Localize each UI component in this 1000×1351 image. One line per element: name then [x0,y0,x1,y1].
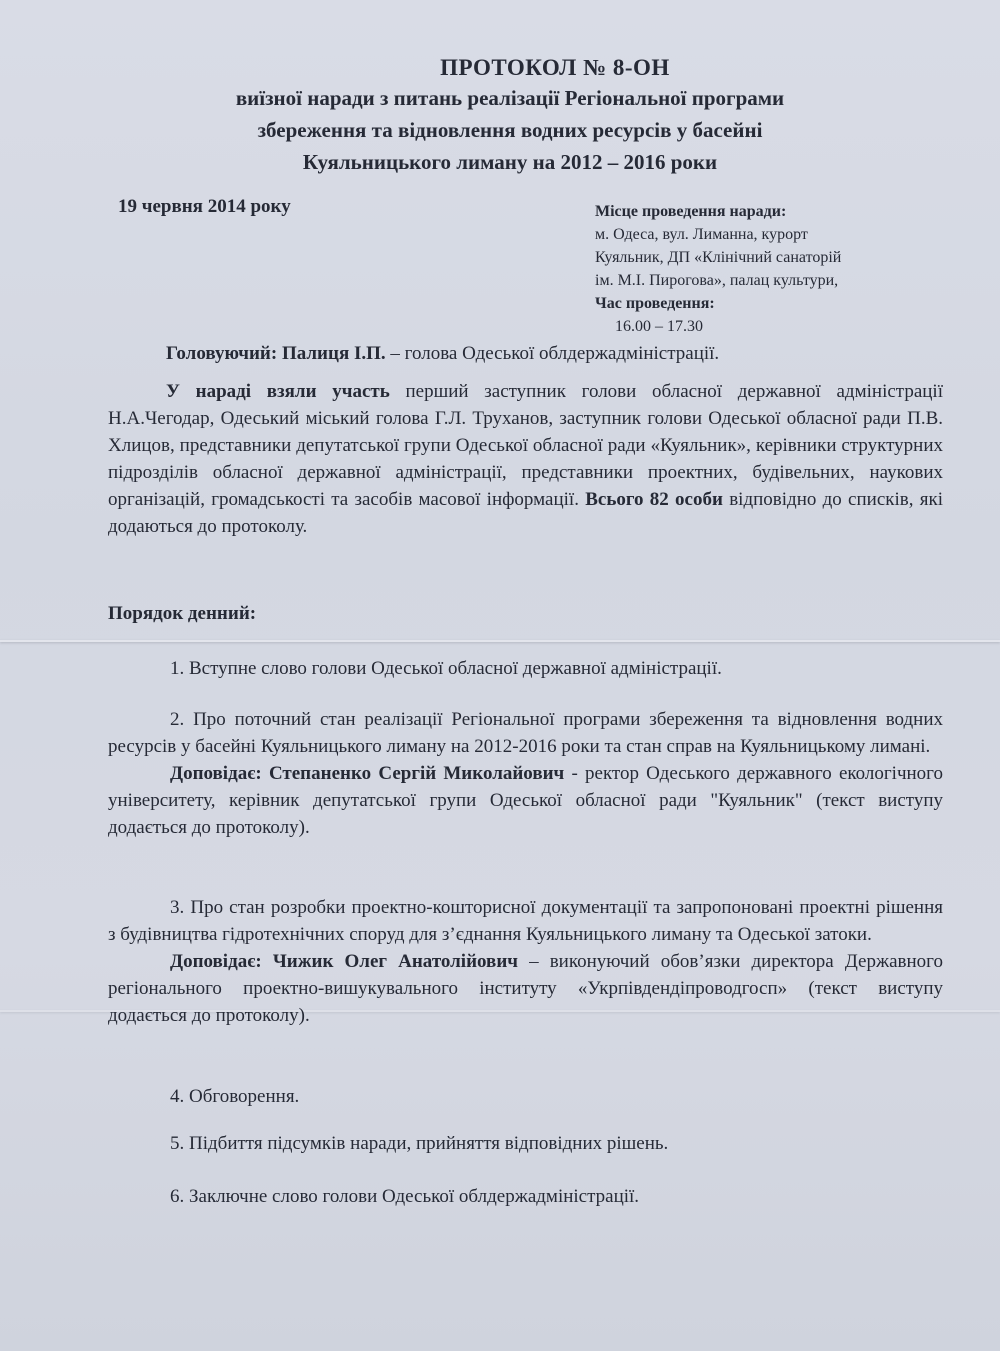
chair-text: – голова Одеської облдержадміністрації. [385,343,720,364]
speaker-text: - ректор Одеського державного екологічного університету, керівник депутатської групи Одеської обласної ради "Куяльник" (текст виступу додається до протоколу). [108,763,943,838]
agenda-item-1: 1. Вступне слово голови Одеської обласної державної адміністрації. [170,658,722,679]
place-label: Місце проведення наради: [595,203,787,220]
agenda-item-3-speaker [108,948,943,1029]
agenda-item-3-text: 3. Про стан розробки проектно-кошторисної документації та запропоновані проектні рішення з будівництва гідротехнічних споруд для з’єднання Куяльницького лиману та Одеської затоки. [108,897,943,945]
agenda-item-3 [108,894,943,1029]
participants-total-label: Всього 82 особи [585,489,723,510]
chair-label: Головуючий: Палиця І.П. [166,343,386,364]
agenda-item-4: 4. Обговорення. [170,1086,300,1107]
agenda-item-6: 6. Заключне слово голови Одеської облдержадміністрації. [170,1186,640,1207]
participants-paragraph [108,378,943,540]
protocol-subtitle-line: збереження та відновлення водних ресурсів у басейні [257,118,763,142]
agenda-item-2-text: 2. Про поточний стан реалізації Регіональної програми збереження та відновлення водних ресурсів у басейні Куяльницького лиману на 2012-2016 роки та стан справ на Куяльницькому лимані. [108,709,943,757]
protocol-subtitle-line: Куяльницького лиману на 2012 – 2016 роки [302,150,718,174]
place-line: ім. М.І. Пирогова», палац культури, [595,272,839,289]
time-value: 16.00 – 17.30 [615,318,703,335]
agenda-title: Порядок денний: [108,603,257,624]
speaker-label: Доповідає: Чижик Олег Анатолійович [170,951,518,972]
meeting-place-block [595,200,940,338]
participants-text: перший заступник голови обласної державної адміністрації Н.А.Чегодар, Одеський міський голова Г.Л. Труханов, заступник голови Одеської обласної ради П.В. Хлицов, представники депутатської групи Одеської обласної ради «Куяльник», керівники структурних підрозділів обласної державної адміністрації, представники проектних, будівельних, наукових організацій, громадськості та засобів масової інформації. [108,381,943,510]
document-header [100,55,920,177]
chair-paragraph [108,340,943,367]
agenda-item-2-speaker [108,760,943,841]
paper-fold [0,640,1000,642]
protocol-subtitle-line: виїзної наради з питань реалізації Регіональної програми [235,86,785,110]
meeting-date: 19 червня 2014 року [118,196,291,217]
place-line: м. Одеса, вул. Лиманна, курорт [595,226,808,243]
participants-label: У нараді взяли участь [166,381,390,402]
place-line: Куяльник, ДП «Клінічний санаторій [595,249,842,266]
speaker-label: Доповідає: Степаненко Сергій Миколайович [170,763,565,784]
agenda-item-5: 5. Підбиття підсумків наради, прийняття відповідних рішень. [170,1133,669,1154]
participants-total-text: відповідно до списків, які додаються до протоколу. [108,489,943,537]
speaker-text: – виконуючий обов’язки директора Державного регіонального проектно-вишукувального інституту «Укрпівдендіпроводгосп» (текст виступу додається до протоколу). [108,951,943,1026]
time-label: Час проведення: [595,295,715,312]
protocol-title: ПРОТОКОЛ № 8-ОН [440,55,670,80]
agenda-item-2 [108,706,943,841]
